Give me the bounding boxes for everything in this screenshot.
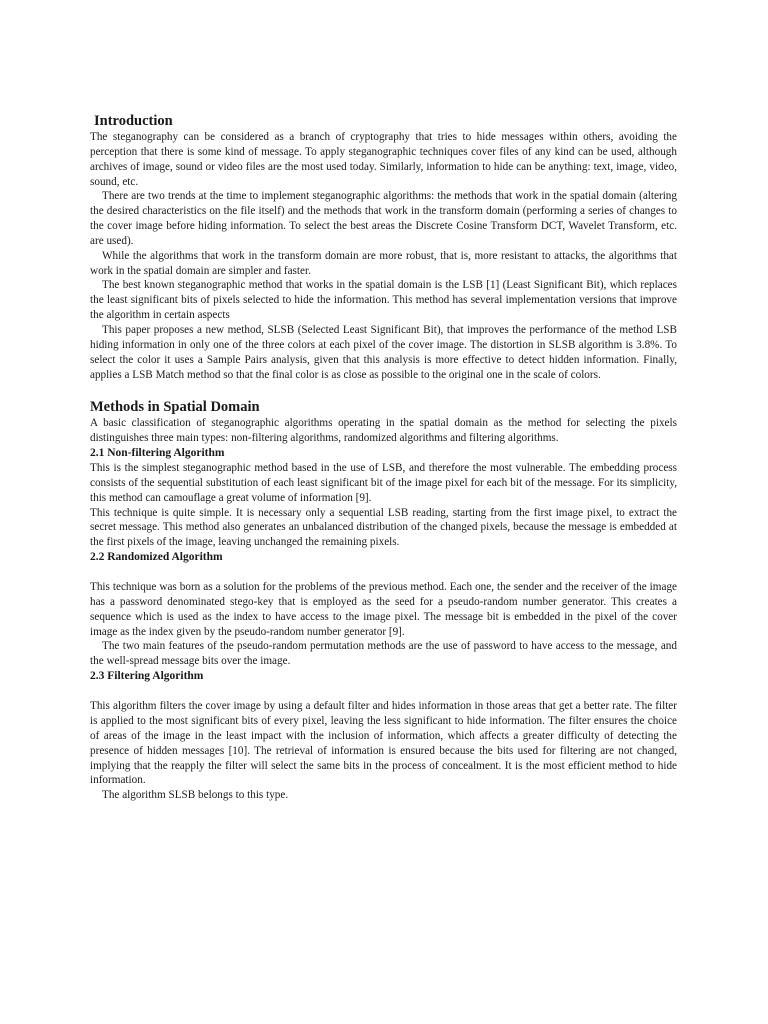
methods-intro-paragraph: A basic classification of steganographic algorithms operating in the spatial domain as the method for selecting the pixels distinguishes three main types: non-filtering algorithms, randomized algorithms and filtering algorithms. [90,417,677,445]
filtering-paragraph-1: This algorithm filters the cover image by using a default filter and hides information in those areas that get a better rate. The filter is applied to the most significant bits of every pixel, leaving the less significant to hide information. The filter ensures the choice of areas of the image in the least impact with the inclusion of information, which affects a greater difficulty of detecting the presence of hidden messages [10]. The retrieval of information is ensured because the bits used for filtering are not changed, implying that the reapply the filter will select the same bits in the process of concealment. It is the most efficient method to hide information. [90,700,677,787]
non-filtering-paragraph-1: This is the simplest steganographic method based in the use of LSB, and therefore the most vulnerable. The embedding process consists of the sequential substitution of each least significant bit of the image pixel for each bit of the message. For its simplicity, this method can camouflage a great volume of information [9]. [90,462,677,504]
non-filtering-heading: 2.1 Non-filtering Algorithm [90,447,225,460]
intro-paragraph-2: There are two trends at the time to implement steganographic algorithms: the methods that work in the spatial domain (altering the desired characteristics on the file itself) and the methods that work in the transform domain (performing a series of changes to the cover image before hiding information. To select the best areas the Discrete Cosine Transform DCT, Wavelet Transform, etc. are used). [90,190,677,247]
intro-paragraph-4: The best known steganographic method that works in the spatial domain is the LSB [1] (Least Significant Bit), which replaces the least significant bits of pixels selected to hide the information. This method has several implementation versions that improve the algorithm in certain aspects [90,279,677,322]
introduction-heading: Introduction [94,113,173,129]
document-body [90,112,677,803]
non-filtering-paragraph-2: This technique is quite simple. It is necessary only a sequential LSB reading, starting from the first image pixel, to extract the secret message. This method also generates an unbalanced distribution of the changed pixels, because the message is embedded at the first pixels of the image, leaving unchanged the remaining pixels. [90,506,677,549]
randomized-paragraph-2: The two main features of the pseudo-random permutation methods are the use of password to have access to the message, and the well-spread message bits over the image. [90,640,677,668]
filtering-heading: 2.3 Filtering Algorithm [90,670,204,683]
methods-heading: Methods in Spatial Domain [90,399,260,416]
intro-paragraph-1: The steganography can be considered as a branch of cryptography that tries to hide messages within others, avoiding the perception that there is some kind of message. To apply steganographic techniques cover files of any kind can be used, although archives of image, sound or video files are the most used today. Similarly, information to hide can be anything: text, image, video, sound, etc. [90,131,677,188]
intro-paragraph-3: While the algorithms that work in the transform domain are more robust, that is, more resistant to attacks, the algorithms that work in the spatial domain are simpler and faster. [90,249,677,277]
intro-paragraph-5: This paper proposes a new method, SLSB (Selected Least Significant Bit), that improves the performance of the method LSB hiding information in only one of the three colors at each pixel of the cover image. The distortion in SLSB algorithm is 3.8%. To select the color it uses a Sample Pairs analysis, given that this analysis is more effective to detect hidden information. Finally, applies a LSB Match method so that the final color is as close as possible to the original one in the scale of colors. [90,323,677,381]
randomized-heading: 2.2 Randomized Algorithm [90,551,223,564]
filtering-paragraph-2: The algorithm SLSB belongs to this type. [102,789,289,802]
randomized-paragraph-1: This technique was born as a solution for the problems of the previous method. Each one, the sender and the receiver of the image has a password denominated stego-key that is employed as the seed for a pseudo-random number generator. This creates a sequence which is used as the index to have access to the image pixel. The message bit is embedded in the pixel of the cover image as the index given by the pseudo-random number generator [9]. [90,581,677,638]
